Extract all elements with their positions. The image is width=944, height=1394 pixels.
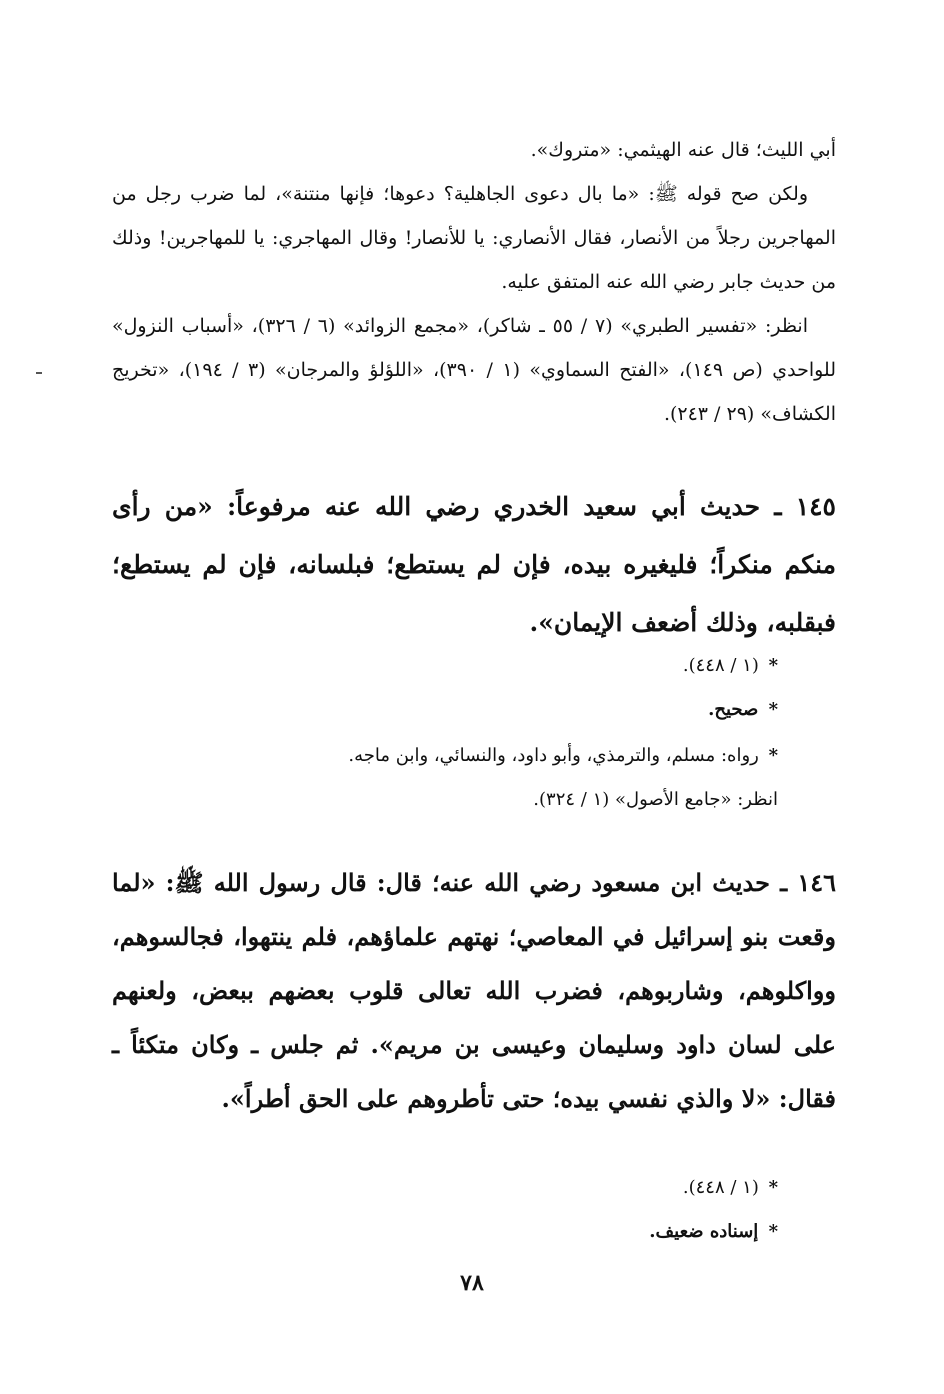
margin-dash: [36, 372, 42, 374]
top-section: [112, 128, 836, 436]
hadith-145-note-ref: * (١ / ٤٤٨).: [682, 655, 778, 676]
note-star-icon: *: [768, 699, 778, 720]
hadith-146-note-ref: * (١ / ٤٤٨).: [682, 1177, 778, 1198]
hadith-145-text: ١٤٥ ـ حديث أبي سعيد الخدري رضي الله عنه مرفوعاً: «من رأى منكم منكراً؛ فليغيره بيده، فإن لم يستطع؛ فبلسانه، فإن لم يستطع؛ فبقلبه، وذلك أضعف الإيمان».: [112, 492, 836, 637]
note-star-icon: *: [768, 745, 778, 766]
continued-line: أبي الليث؛ قال عنه الهيثمي: «متروك».: [530, 139, 836, 161]
note-star-icon: *: [768, 1177, 778, 1198]
hadith-146: [112, 856, 836, 1126]
references-paragraph: انظر: «تفسير الطبري» (٧ / ٥٥ ـ شاكر)، «مجمع الزوائد» (٦ / ٣٢٦)، «أسباب النزول» للواحدي (ص ١٤٩)، «الفتح السماوي» (١ / ٣٩٠)، «اللؤلؤ والمرجان» (٣ / ١٩٤)، «تخريج الكشاف» (٢٩ / ٢٤٣).: [112, 315, 836, 425]
hadith-146-text: ١٤٦ ـ حديث ابن مسعود رضي الله عنه؛ قال: قال رسول الله ﷺ: «لما وقعت بنو إسرائيل في المعاصي؛ نهتهم علماؤهم، فلم ينتهوا، فجالسوهم، وواكلوهم، وشاربوهم، فضرب الله تعالى قلوب بعضهم ببعض، ولعنهم على لسان داود وسليمان وعيسى بن مريم». ثم جلس ـ وكان متكئاً ـ فقال: «لا والذي نفسي بيده؛ حتى تأطروهم على الحق أطراً».: [112, 868, 836, 1113]
paragraph: ولكن صح قوله ﷺ: «ما بال دعوى الجاهلية؟ دعوها؛ فإنها منتنة»، لما ضرب رجل من المهاجرين رجلاً من الأنصار، فقال الأنصاري: يا للأنصار! وقال المهاجري: يا للمهاجرين! وذلك من حديث جابر رضي الله عنه المتفق عليه.: [112, 183, 836, 293]
page-number: ٧٨: [460, 1270, 484, 1296]
hadith-145-note-narrators: * رواه: مسلم، والترمذي، وأبو داود، والنسائي، وابن ماجه.: [348, 745, 778, 766]
note-star-icon: *: [768, 1221, 778, 1242]
hadith-145: [112, 478, 836, 652]
note-star-icon: *: [768, 655, 778, 676]
hadith-145-note-see: انظر: «جامع الأصول» (١ / ٣٢٤).: [533, 789, 778, 810]
hadith-145-note-grade: * صحيح.: [708, 699, 778, 720]
hadith-146-note-grade: * إسناده ضعيف.: [649, 1221, 778, 1242]
